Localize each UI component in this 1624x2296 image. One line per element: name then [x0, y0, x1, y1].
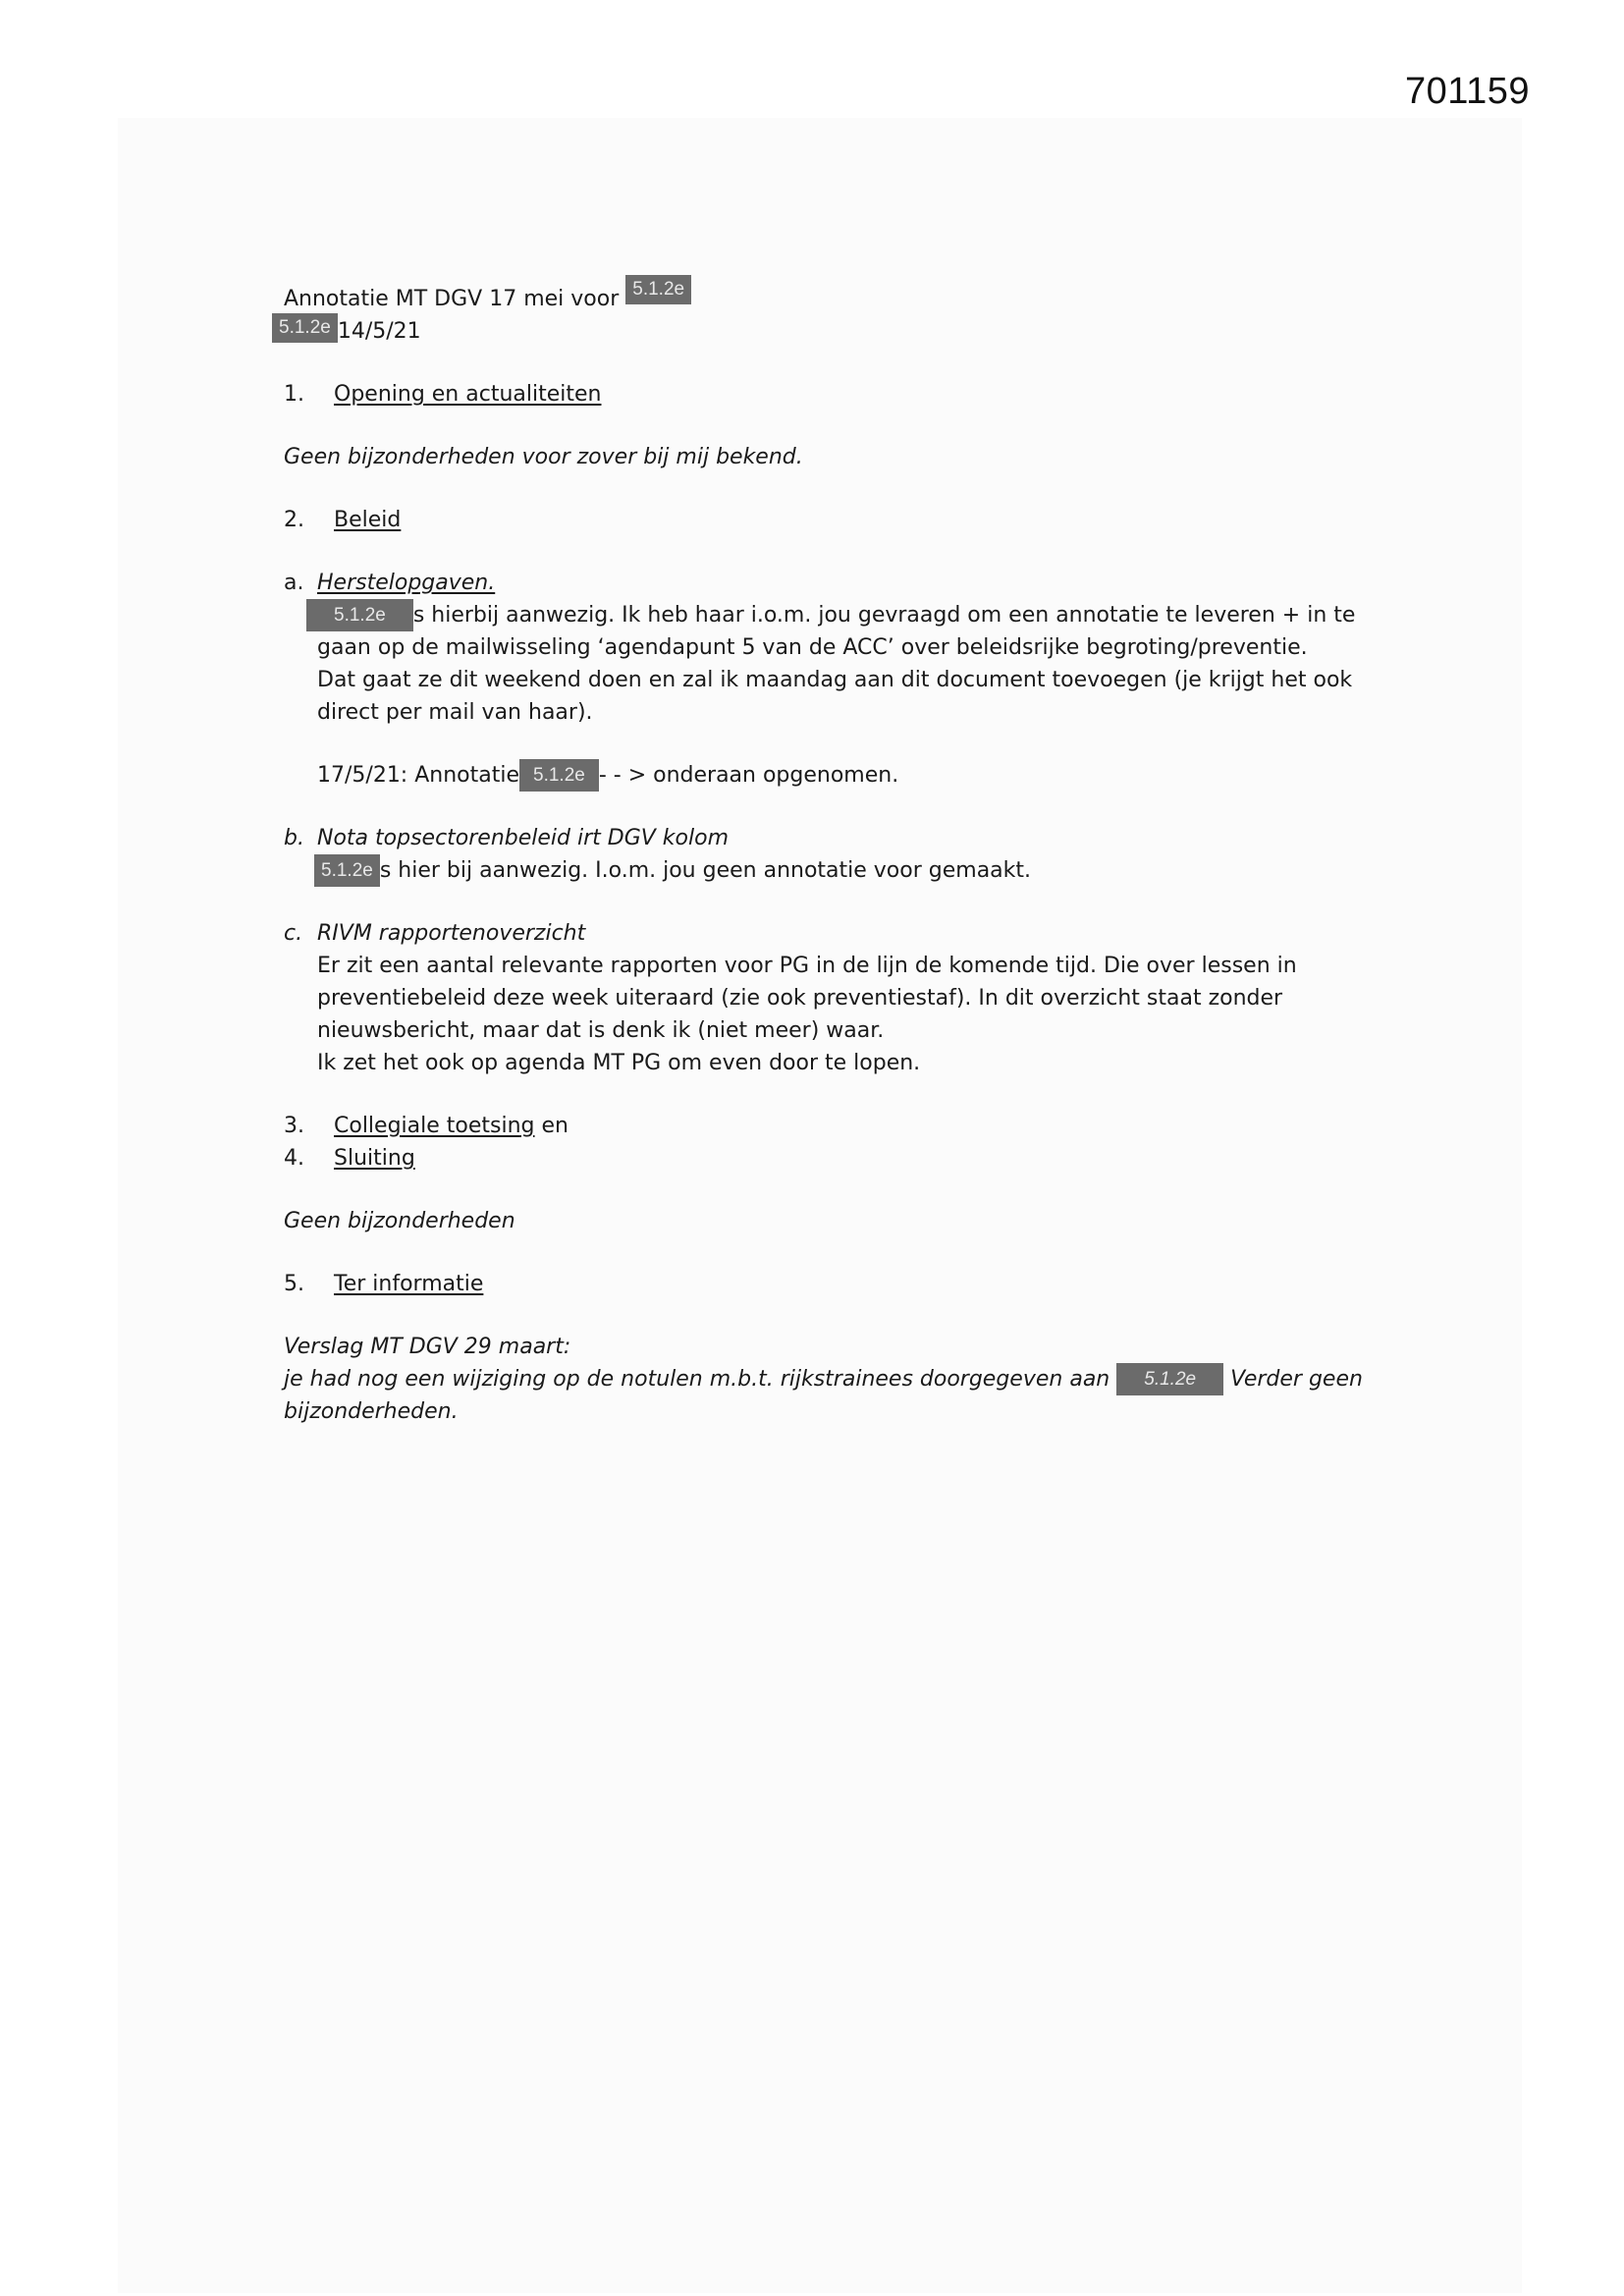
section-5-text: je had nog een wijziging op de notulen m.b.t. rijkstrainees doorgegeven aan [284, 1367, 1110, 1392]
header-title-line [284, 279, 1344, 315]
section-5-text: Verder geen [1223, 1367, 1363, 1392]
subsection-letter: a. [284, 571, 304, 595]
section-1-heading [284, 378, 1344, 410]
update-text: 17/5/21: Annotatie [317, 763, 519, 788]
redaction-box: 5.1.2e [625, 275, 691, 304]
header-title: Annotatie MT DGV 17 mei voor [284, 287, 620, 311]
section-title: Beleid [334, 508, 402, 532]
section-title: Collegiale toetsing [334, 1114, 535, 1138]
update-text: - - > onderaan opgenomen. [598, 763, 899, 788]
section-3-heading [284, 1110, 1344, 1142]
section-number: 3. [284, 1114, 304, 1138]
subsection-title: Herstelopgaven. [317, 571, 496, 595]
subsection-a-line: gaan op de mailwisseling ‘agendapunt 5 van de ACC’ over beleidsrijke begroting/preventie. [317, 635, 1308, 660]
section-5-subtitle: Verslag MT DGV 29 maart: [284, 1335, 571, 1359]
document-body [279, 279, 1363, 1428]
subsection-title: RIVM rapportenoverzicht [317, 921, 586, 946]
section-1-note: Geen bijzonderheden voor zover bij mij bekend. [284, 445, 803, 469]
section-5-line: bijzonderheden. [284, 1399, 459, 1424]
subsection-a-update [284, 759, 1344, 792]
header-date: 14/5/21 [337, 319, 421, 344]
redaction-box: 5.1.2e [272, 313, 338, 343]
redaction-box: 5.1.2e [306, 599, 413, 631]
header-date-line [272, 315, 1344, 348]
section-3-suffix: en [534, 1114, 568, 1138]
redaction-box: 5.1.2e [314, 854, 380, 887]
subsection-a-line: Dat gaat ze dit weekend doen en zal ik maandag aan dit document toevoegen (je krijgt het ook [317, 668, 1353, 692]
section-4-heading [284, 1142, 1344, 1175]
section-title: Sluiting [334, 1146, 415, 1171]
subsection-c-heading [284, 917, 1344, 950]
section-number: 4. [284, 1146, 304, 1171]
subsection-b-heading [284, 822, 1344, 854]
section-5-heading [284, 1268, 1344, 1300]
section-title: Ter informatie [334, 1272, 484, 1296]
subsection-a-heading [284, 567, 1344, 599]
section-2-heading [284, 504, 1344, 536]
subsection-c-line: preventiebeleid deze week uiteraard (zie ook preventiestaf). In dit overzicht staat zonder [317, 986, 1283, 1011]
section-4-note: Geen bijzonderheden [284, 1209, 515, 1233]
section-title: Opening en actualiteiten [334, 382, 602, 407]
document-id: 701159 [1405, 71, 1530, 112]
subsection-letter: c. [284, 921, 303, 946]
subsection-a-line [284, 599, 1356, 631]
subsection-c-line: Er zit een aantal relevante rapporten voor PG in de lijn de komende tijd. Die over lessen in [317, 954, 1297, 978]
section-number: 1. [284, 382, 304, 407]
section-5-line [284, 1363, 1363, 1395]
section-number: 2. [284, 508, 304, 532]
subsection-letter: b. [284, 826, 304, 850]
subsection-c-line: nieuwsbericht, maar dat is denk ik (niet meer) waar. [317, 1018, 885, 1043]
subsection-b-text: s hier bij aanwezig. I.o.m. jou geen annotatie voor gemaakt. [379, 858, 1032, 883]
redaction-box: 5.1.2e [1116, 1363, 1223, 1395]
subsection-c-line: Ik zet het ook op agenda MT PG om even door te lopen. [317, 1051, 921, 1075]
subsection-title: Nota topsectorenbeleid irt DGV kolom [317, 826, 729, 850]
section-number: 5. [284, 1272, 304, 1296]
subsection-a-line: direct per mail van haar). [317, 700, 593, 725]
redaction-box: 5.1.2e [519, 759, 599, 792]
subsection-b-line [284, 854, 1344, 887]
subsection-a-text: s hierbij aanwezig. Ik heb haar i.o.m. jou gevraagd om een annotatie te leveren + in te [412, 603, 1356, 628]
